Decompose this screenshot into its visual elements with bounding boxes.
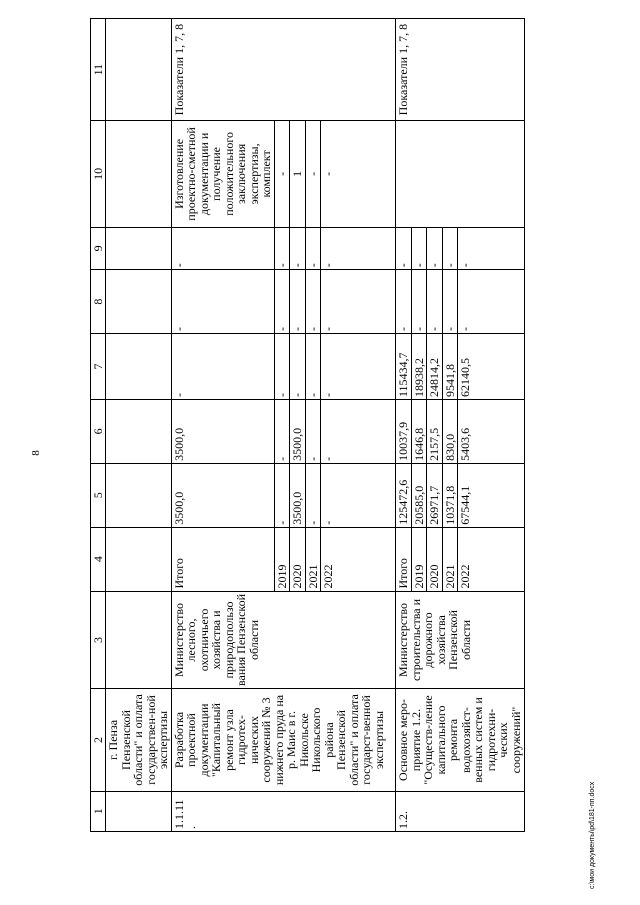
value-cell: 1646,8 [411, 400, 427, 464]
year-cell: 2021 [305, 527, 321, 591]
value-cell: 18938,2 [411, 334, 427, 400]
cont-c9 [106, 227, 172, 270]
value-cell: - [305, 400, 321, 464]
value-cell: - [305, 334, 321, 400]
value-cell: - [321, 334, 396, 400]
table-row [396, 19, 412, 832]
year-cell: 2022 [458, 527, 525, 591]
indicator-cell: Показатели 1, 7, 8 [171, 19, 396, 121]
value-cell: - [321, 270, 396, 334]
table-row [106, 19, 172, 832]
value-cell: 67544,1 [458, 463, 525, 527]
value-cell: 10037,9 [396, 400, 412, 464]
value-cell: 24814,2 [427, 334, 443, 400]
cont-indicator [106, 19, 172, 121]
year-cell: 2020 [427, 527, 443, 591]
cont-c10 [106, 121, 172, 227]
value-cell: - [171, 227, 274, 270]
col-header-9: 9 [91, 227, 106, 270]
year-cell: 2022 [321, 527, 396, 591]
value-cell: - [274, 334, 290, 400]
value-cell: - [458, 227, 525, 270]
value-cell: - [274, 270, 290, 334]
value-cell: - [274, 463, 290, 527]
executor: Министерство лесного, охотничьего хозяйства и природопользо вания Пензенской области [171, 591, 396, 689]
cont-year [106, 527, 172, 591]
value-cell: 5403,6 [458, 400, 525, 464]
col-header-2: 2 [91, 689, 106, 791]
value-cell: 115434,7 [396, 334, 412, 400]
col-header-1: 1 [91, 791, 106, 831]
column-number-row [91, 19, 106, 832]
col-header-10: 10 [91, 121, 106, 227]
value-cell: - [411, 227, 427, 270]
value-cell: - [290, 334, 306, 400]
value-cell: 2157,5 [427, 400, 443, 464]
value-cell: 20585,0 [411, 463, 427, 527]
file-path-footer: c:\мои документы\pd\181-пп.docx [589, 781, 596, 889]
value-cell: 125472,6 [396, 463, 412, 527]
program-table-rotated [90, 18, 622, 832]
value-cell: - [442, 227, 458, 270]
year-cell: Итого [171, 527, 274, 591]
result-cell [396, 121, 525, 227]
value-cell: - [305, 463, 321, 527]
col-header-5: 5 [91, 463, 106, 527]
executor: Министерство строительства и дорожного хозяйства Пензенской области [396, 591, 525, 689]
value-cell: - [305, 270, 321, 334]
value-cell: 3500,0 [290, 463, 306, 527]
page-number: 8 [30, 450, 42, 456]
year-cell: 2019 [411, 527, 427, 591]
cont-executor [106, 591, 172, 689]
value-cell: - [305, 227, 321, 270]
col-header-7: 7 [91, 334, 106, 400]
col-header-3: 3 [91, 591, 106, 689]
program-table [90, 18, 525, 832]
row-number: 1.2. [396, 791, 525, 831]
value-cell: - [442, 270, 458, 334]
cont-c7 [106, 334, 172, 400]
cont-c6 [106, 400, 172, 464]
value-cell: - [290, 227, 306, 270]
value-cell: - [427, 270, 443, 334]
value-cell: 62140,5 [458, 334, 525, 400]
value-cell: - [321, 227, 396, 270]
table-row [171, 19, 274, 832]
col-header-6: 6 [91, 400, 106, 464]
value-cell: - [171, 334, 274, 400]
year-cell: 2019 [274, 527, 290, 591]
result-cell: - [321, 121, 396, 227]
measure-name: Основное меро-приятие 1.2. "Осуществ-ление капитального ремонта водохозяйст-венных систем и гидротехни-ческих сооружений" [396, 689, 525, 791]
value-cell: - [274, 400, 290, 464]
value-cell: - [274, 227, 290, 270]
value-cell: - [396, 227, 412, 270]
value-cell: - [396, 270, 412, 334]
year-cell: Итого [396, 527, 412, 591]
result-cell: Изготовление проектно-сметной документации и получение положительного заключения экспертизы, комплект [171, 121, 274, 227]
col-header-11: 11 [91, 19, 106, 121]
value-cell: 3500,0 [171, 400, 274, 464]
value-cell: 9541,8 [442, 334, 458, 400]
result-cell: - [274, 121, 290, 227]
cont-c8 [106, 270, 172, 334]
value-cell: 26971,7 [427, 463, 443, 527]
measure-name: Разработка проектной документации "Капитальный ремонт узла гидротех-нических сооружений № 3 нижнего пруда на р. Маис в г. Никольске Никольского района Пензенской области" и оплата государст-венной экспертизы [171, 689, 396, 791]
value-cell: - [321, 400, 396, 464]
col-header-4: 4 [91, 527, 106, 591]
value-cell: 3500,0 [171, 463, 274, 527]
value-cell: - [427, 227, 443, 270]
cont-name: г. Пенза Пензенской области" и оплата государствен-ной экспертизы [106, 689, 172, 791]
value-cell: - [321, 463, 396, 527]
value-cell: 10371,8 [442, 463, 458, 527]
value-cell: - [458, 270, 525, 334]
year-cell: 2020 [290, 527, 306, 591]
value-cell: 3500,0 [290, 400, 306, 464]
indicator-cell: Показатели 1, 7, 8 [396, 19, 525, 121]
value-cell: 830,0 [442, 400, 458, 464]
result-cell: - [305, 121, 321, 227]
value-cell: - [411, 270, 427, 334]
row-number: 1.1.11 . [171, 791, 396, 831]
cont-c5 [106, 463, 172, 527]
result-cell: 1 [290, 121, 306, 227]
col-header-8: 8 [91, 270, 106, 334]
year-cell: 2021 [442, 527, 458, 591]
cont-num [106, 791, 172, 831]
value-cell: - [171, 270, 274, 334]
value-cell: - [290, 270, 306, 334]
